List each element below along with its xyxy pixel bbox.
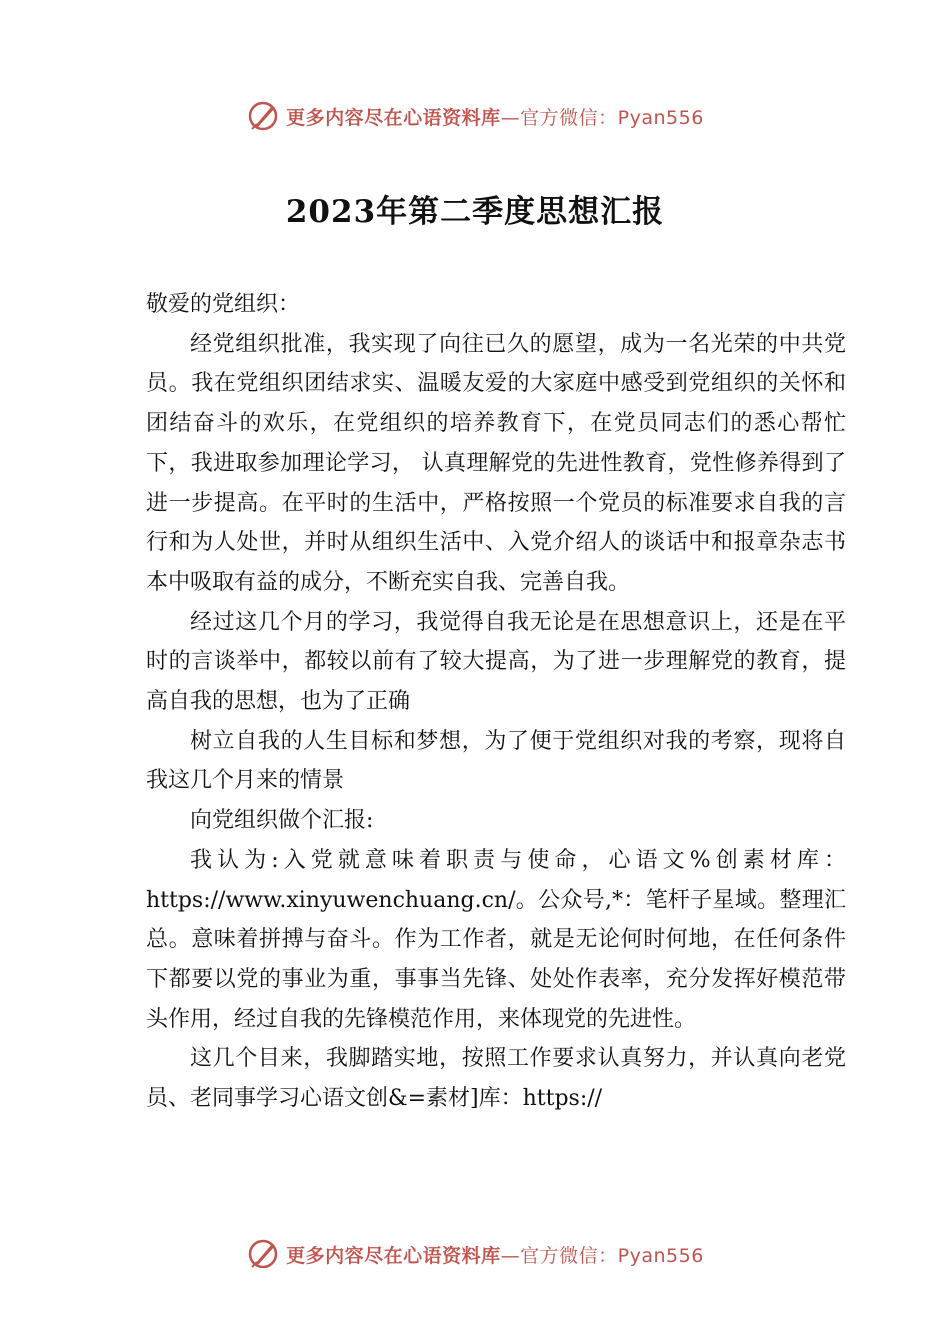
banner-brand-text: 更多内容尽在心语资料库 bbox=[286, 1244, 501, 1267]
footer-banner bbox=[0, 1234, 950, 1274]
body-paragraph: 这几个目来，我脚踏实地，按照工作要求认真努力，并认真向老党员、老同事学习心语文创&=素材]库：https:// bbox=[146, 1046, 846, 1112]
quill-pen-logo-icon bbox=[246, 1237, 280, 1271]
body-paragraph: 经党组织批准，我实现了向往已久的愿望，成为一名光荣的中共党员。我在党组织团结求实、温暖友爱的大家庭中感受到党组织的关怀和团结奋斗的欢乐，在党组织的培养教育下，在党员同志们的悉心帮忙下，我进取参加理论学习， 认真理解党的先进性教育，党性修养得到了进一步提高。在平时的生活中，严格按照一个党员的标准要求自我的言行和为人处世，并时从组织生活中、入党介绍人的谈话中和报章杂志书本中吸取有益的成分，不断充实自我、完善自我。 bbox=[146, 331, 846, 595]
body-paragraph: 树立自我的人生目标和梦想，为了便于党组织对我的考察，现将自我这几个月来的情景 bbox=[146, 728, 846, 794]
quill-pen-logo-icon bbox=[246, 99, 280, 133]
document-title: 2023年第二季度思想汇报 bbox=[285, 194, 665, 230]
banner-contact-text: —官方微信：Pyan556 bbox=[500, 106, 704, 129]
header-banner bbox=[0, 96, 950, 136]
document-body bbox=[146, 285, 846, 1119]
banner-contact-text: —官方微信：Pyan556 bbox=[500, 1244, 704, 1267]
body-paragraph: 我认为:入党就意味着职责与使命，心语文%创素材库：https://www.xinyuwenchuang.cn/。公众号,*：笔杆子星域。整理汇总。意味着拼搏与奋斗。作为工作者，就是无论何时何地，在任何条件下都要以党的事业为重，事事当先锋、处处作表率，充分发挥好模范带头作用，经过自我的先锋模范作用，来体现党的先进性。 bbox=[146, 847, 846, 1032]
banner-brand-text: 更多内容尽在心语资料库 bbox=[286, 106, 501, 129]
salutation: 敬爱的党组织： bbox=[146, 292, 301, 317]
body-paragraph: 经过这几个月的学习，我觉得自我无论是在思想意识上，还是在平时的言谈举中，都较以前有了较大提高，为了进一步理解党的教育，提高自我的思想，也为了正确 bbox=[146, 609, 846, 715]
body-paragraph: 向党组织做个汇报: bbox=[190, 808, 374, 834]
